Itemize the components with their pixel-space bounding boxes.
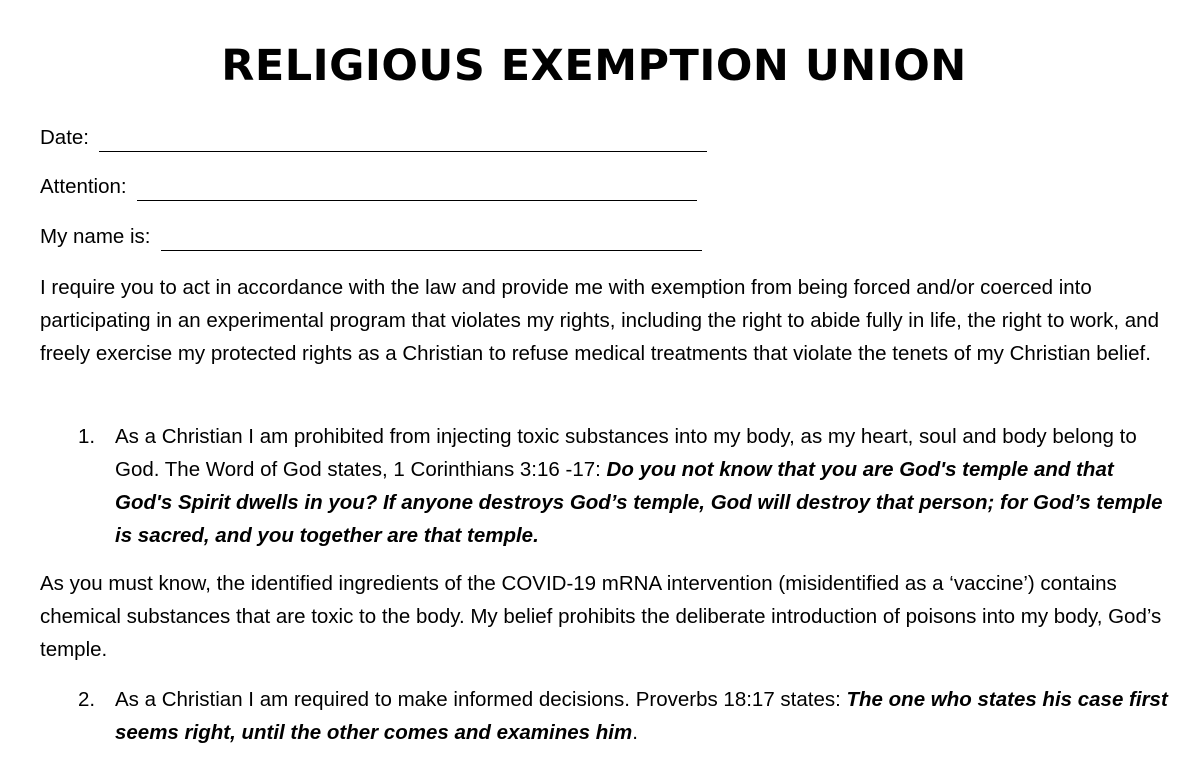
name-blank-line[interactable] <box>161 230 702 251</box>
list-item-1-quote: Do you not know that you are God's temple and that God's Spirit dwells in you? If anyone destroys God’s temple, God will destroy that person; for God’s temple is sacred, and you together are that temple. <box>115 458 1163 547</box>
attention-blank-line[interactable] <box>137 180 697 201</box>
list-item-2-text: As a Christian I am required to make informed decisions. Proverbs 18:17 states: <box>115 688 847 711</box>
date-blank-line[interactable] <box>99 131 707 152</box>
list-item-2-period: . <box>632 721 638 744</box>
list-item-2 <box>78 683 1168 749</box>
document-title: RELIGIOUS EXEMPTION UNION <box>221 41 967 91</box>
list-item-2-number: 2. <box>78 688 96 711</box>
list-item-2-body <box>115 683 1168 749</box>
intro-paragraph: I require you to act in accordance with the law and provide me with exemption from being forced and/or coerced into participating in an experimental program that violates my rights, including the right to abide fully in life, the right to work, and freely exercise my protected rights as a Christian to refuse medical treatments that violate the tenets of my Christian belief. <box>40 276 1159 365</box>
list-item-1-number: 1. <box>78 425 96 448</box>
list-item-1-text: As a Christian I am prohibited from injecting toxic substances into my body, as my heart, soul and body belong to God. The Word of God states, 1 Corinthians 3:16 -17: <box>115 425 1137 481</box>
name-field <box>40 223 702 251</box>
date-label: Date: <box>40 126 89 149</box>
list-item-1 <box>78 420 1168 552</box>
list-item-1-body <box>115 420 1168 552</box>
date-field <box>40 124 707 152</box>
attention-label: Attention: <box>40 175 127 198</box>
attention-field <box>40 173 697 201</box>
list-item-2-quote: The one who states his case first seems right, until the other comes and examines him <box>115 688 1168 744</box>
middle-paragraph: As you must know, the identified ingredients of the COVID-19 mRNA intervention (misidentified as a ‘vaccine’) contains chemical substances that are toxic to the body. My belief prohibits the deliberate introduction of poisons into my body, God’s temple. <box>40 572 1162 661</box>
name-label: My name is: <box>40 225 151 248</box>
